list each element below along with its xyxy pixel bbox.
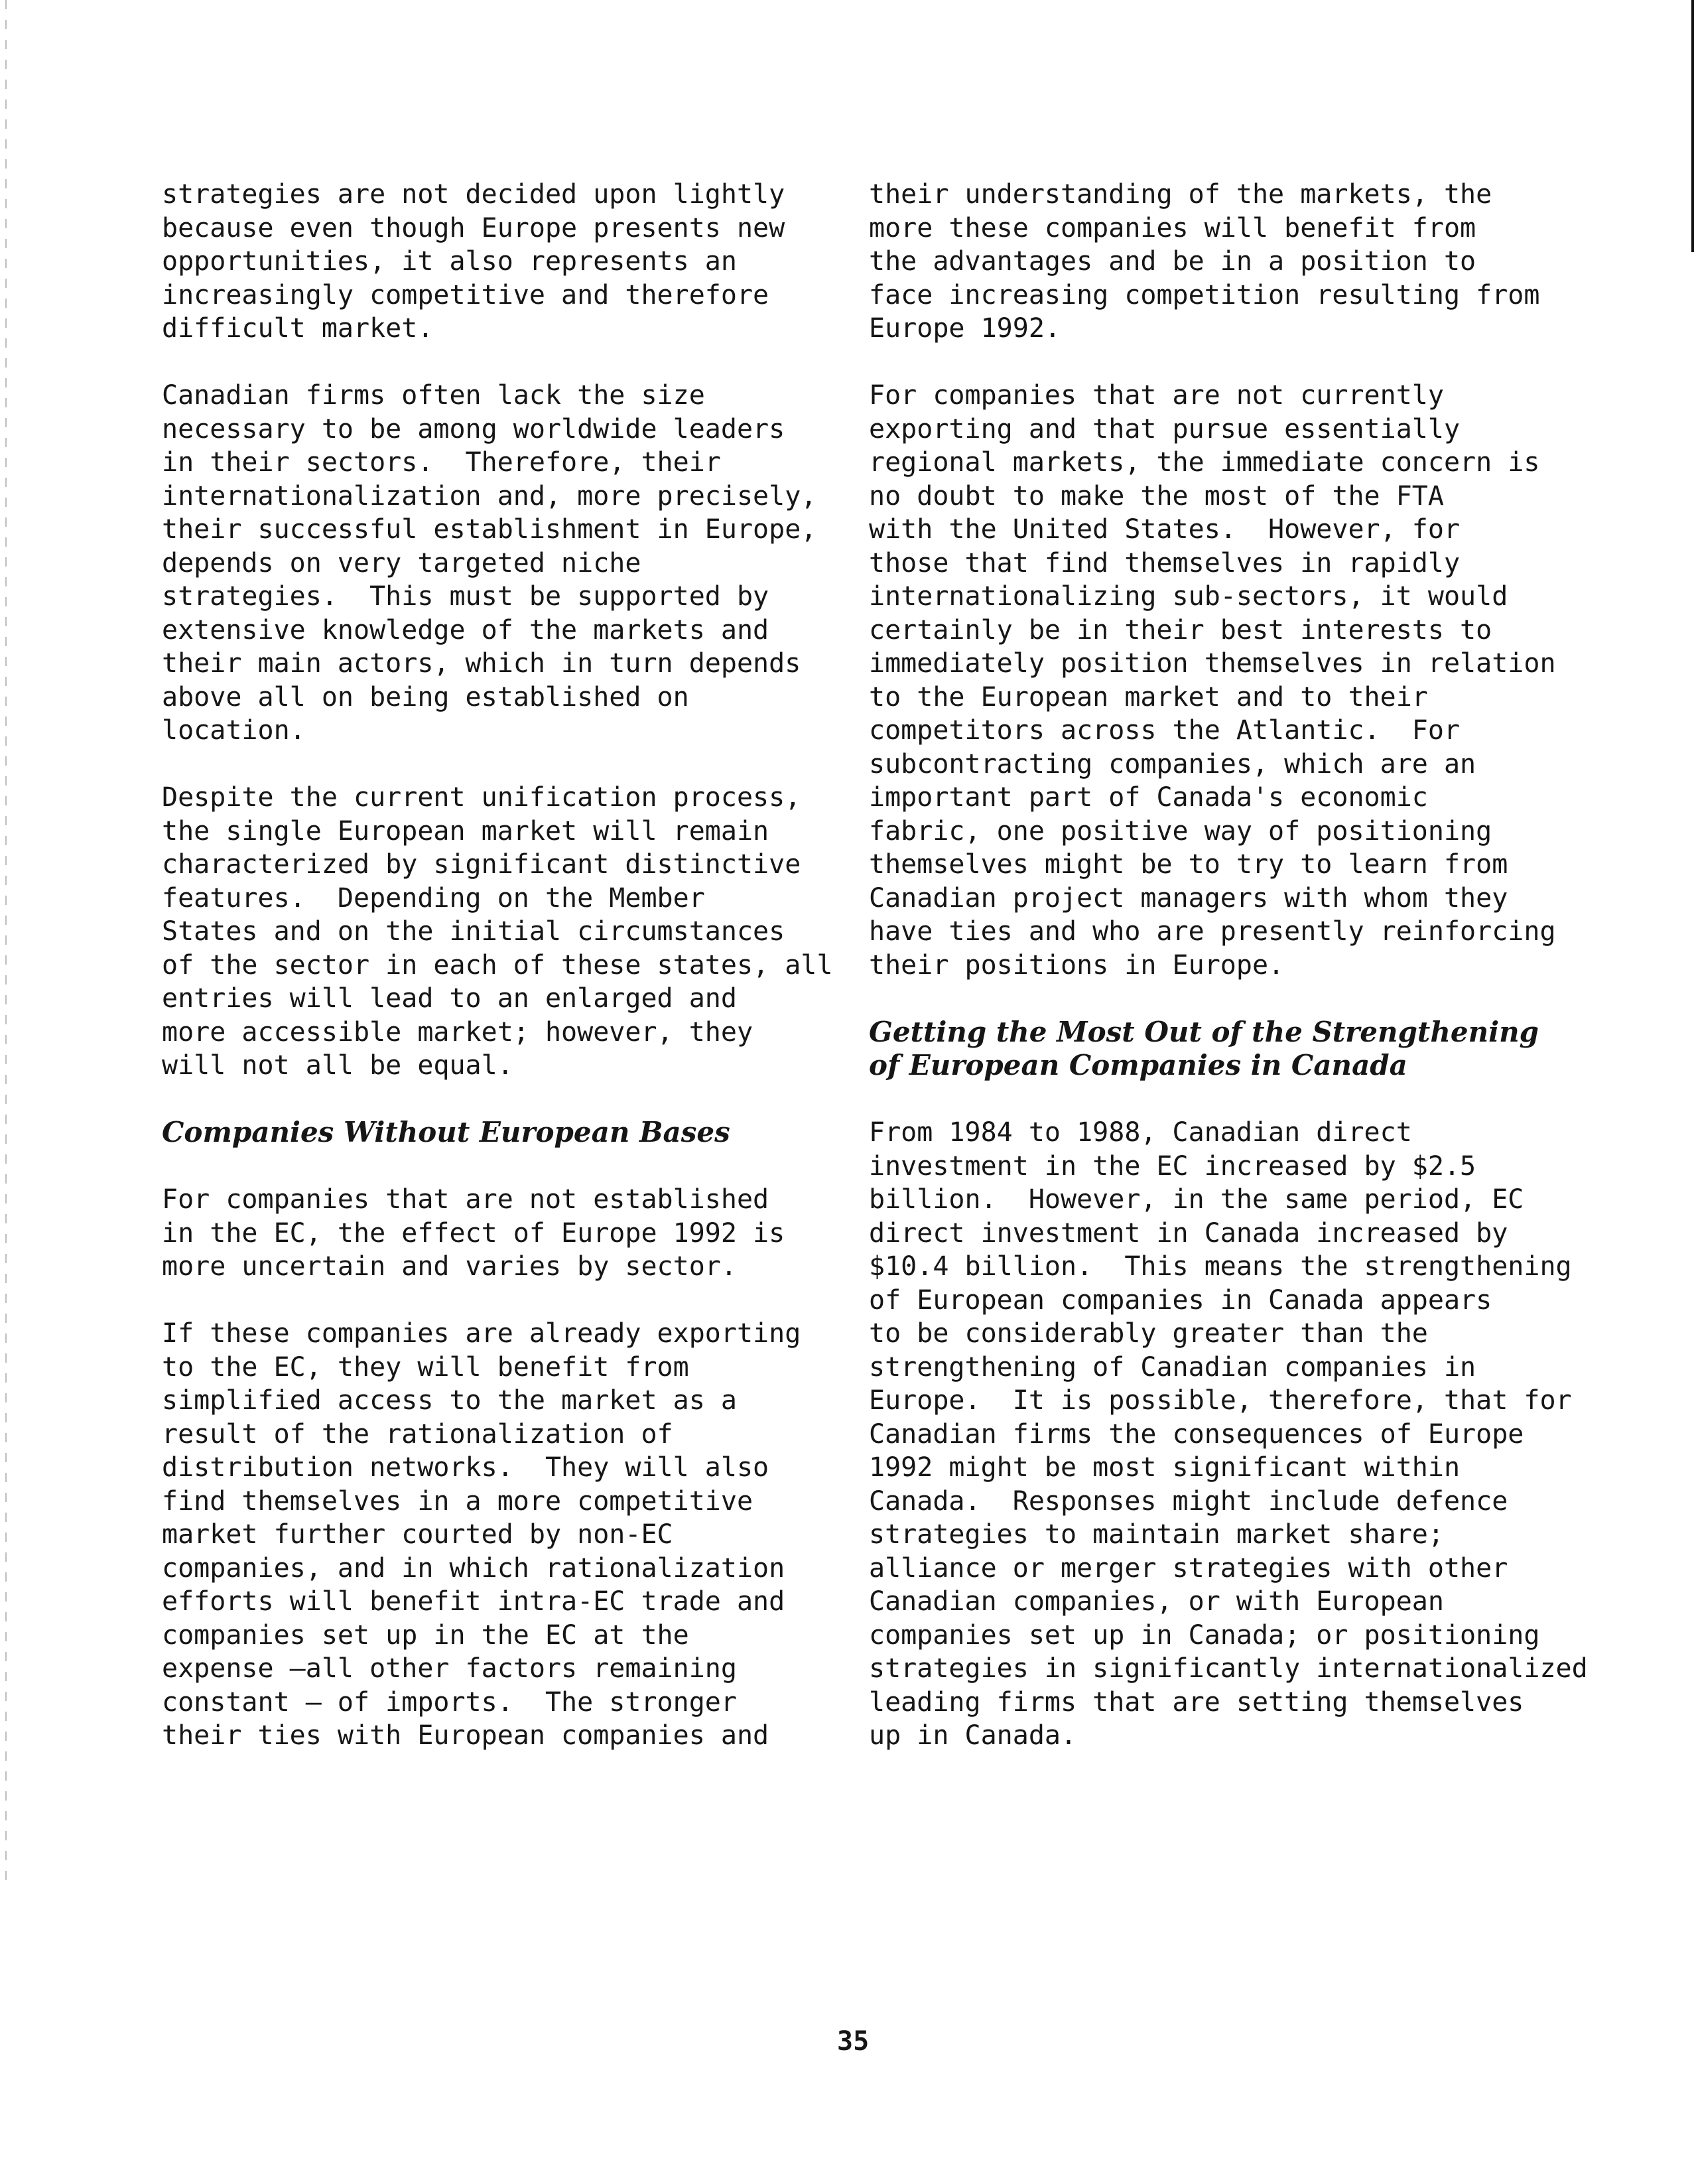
text-line: with the United States. However, for	[869, 514, 1461, 545]
text-line: strategies to maintain market share;	[869, 1519, 1444, 1550]
scan-right-edge	[1691, 0, 1694, 252]
text-line: Europe 1992.	[869, 313, 1061, 344]
text-line: have ties and who are presently reinforcing	[869, 916, 1556, 947]
text-line: necessary to be among worldwide leaders	[162, 413, 785, 444]
text-line: will not all be equal.	[162, 1050, 513, 1081]
text-line: Canadian companies, or with European	[869, 1586, 1444, 1617]
text-line: market further courted by non-EC	[162, 1519, 673, 1550]
paragraph-strategies	[162, 178, 825, 346]
text-line: their main actors, which in turn depends	[162, 648, 801, 679]
text-line: certainly be in their best interests to	[869, 614, 1492, 646]
text-line: Canada. Responses might include defence	[869, 1485, 1508, 1517]
scan-left-edge	[5, 0, 7, 1891]
text-line: alliance or merger strategies with other	[869, 1552, 1508, 1584]
text-line: more these companies will benefit from	[869, 212, 1476, 243]
text-line: more uncertain and varies by sector.	[162, 1251, 737, 1282]
text-line: constant — of imports. The stronger	[162, 1686, 737, 1718]
text-line: increasingly competitive and therefore	[162, 279, 769, 310]
text-line: characterized by significant distinctive	[162, 849, 801, 880]
left-column	[162, 178, 833, 1786]
text-line: difficult market.	[162, 313, 434, 344]
text-line: efforts will benefit intra-EC trade and	[162, 1586, 785, 1617]
heading-line: Getting the Most Out of the Strengthening	[869, 1015, 1539, 1048]
text-line: important part of Canada's economic	[869, 782, 1428, 813]
text-line: the advantages and be in a position to	[869, 246, 1476, 277]
text-line: strategies are not decided upon lightly	[162, 179, 785, 210]
text-line: themselves might be to try to learn from	[869, 849, 1508, 880]
text-line: Canadian firms often lack the size	[162, 380, 705, 411]
text-line: more accessible market; however, they	[162, 1016, 753, 1048]
text-line: location.	[162, 715, 306, 746]
text-line: strategies in significantly internationalized	[869, 1653, 1588, 1684]
text-line: their ties with European companies and	[162, 1720, 769, 1751]
text-line: immediately position themselves in relation	[869, 648, 1556, 679]
paragraph-exporting	[162, 1317, 825, 1753]
text-line: For companies that are not established	[162, 1184, 769, 1215]
text-line: companies set up in the EC at the	[162, 1619, 689, 1651]
text-line: to the EC, they will benefit from	[162, 1351, 689, 1383]
text-line: companies set up in Canada; or positioning	[869, 1619, 1540, 1651]
text-line: internationalizing sub-sectors, it would	[869, 581, 1508, 612]
text-line: above all on being established on	[162, 681, 689, 713]
text-line: no doubt to make the most of the FTA	[869, 480, 1444, 512]
text-line: distribution networks. They will also	[162, 1452, 769, 1483]
text-line: their positions in Europe.	[869, 949, 1285, 981]
text-line: in the EC, the effect of Europe 1992 is	[162, 1217, 785, 1249]
text-line: Europe. It is possible, therefore, that for	[869, 1385, 1572, 1416]
text-line: strengthening of Canadian companies in	[869, 1351, 1476, 1383]
text-line: 1992 might be most significant within	[869, 1452, 1461, 1483]
text-line: From 1984 to 1988, Canadian direct	[869, 1117, 1412, 1148]
section-heading-without-bases: Companies Without European Bases	[162, 1116, 730, 1148]
paragraph-not-established	[162, 1183, 825, 1284]
text-line: If these companies are already exporting	[162, 1318, 801, 1349]
text-line: investment in the EC increased by $2.5	[869, 1150, 1476, 1182]
text-line: to be considerably greater than the	[869, 1318, 1428, 1349]
text-line: subcontracting companies, which are an	[869, 748, 1476, 780]
text-line: expense —all other factors remaining	[162, 1653, 737, 1684]
text-line: result of the rationalization of	[162, 1418, 673, 1450]
paragraph-understanding	[869, 178, 1592, 346]
text-line: fabric, one positive way of positioning	[869, 815, 1492, 847]
text-line: their understanding of the markets, the	[869, 179, 1492, 210]
text-line: competitors across the Atlantic. For	[869, 715, 1461, 746]
text-line: of European companies in Canada appears	[869, 1284, 1492, 1316]
text-line: For companies that are not currently	[869, 380, 1444, 411]
text-line: opportunities, it also represents an	[162, 246, 737, 277]
text-line: of the sector in each of these states, all	[162, 949, 833, 981]
text-line: regional markets, the immediate concern is	[869, 447, 1540, 478]
text-line: exporting and that pursue essentially	[869, 413, 1461, 444]
section-heading-strengthening	[869, 1016, 1592, 1083]
text-line: because even though Europe presents new	[162, 212, 785, 243]
text-line: direct investment in Canada increased by	[869, 1217, 1508, 1249]
paragraph-canadian-firms	[162, 379, 825, 748]
text-line: entries will lead to an enlarged and	[162, 983, 737, 1014]
text-line: up in Canada.	[869, 1720, 1077, 1751]
text-line: extensive knowledge of the markets and	[162, 614, 769, 646]
paragraph-investment	[869, 1116, 1592, 1753]
text-line: features. Depending on the Member	[162, 882, 705, 914]
text-line: to the European market and to their	[869, 681, 1428, 713]
text-line: Canadian project managers with whom they	[869, 882, 1508, 914]
text-line: Despite the current unification process,	[162, 782, 801, 813]
text-line: companies, and in which rationalization	[162, 1552, 785, 1584]
text-line: States and on the initial circumstances	[162, 916, 785, 947]
text-line: simplified access to the market as a	[162, 1385, 737, 1416]
paragraph-not-exporting	[869, 379, 1592, 982]
text-line: leading firms that are setting themselves	[869, 1686, 1524, 1718]
text-line: those that find themselves in rapidly	[869, 547, 1461, 579]
heading-line: of European Companies in Canada	[869, 1049, 1407, 1081]
text-line: depends on very targeted niche	[162, 547, 641, 579]
text-line: billion. However, in the same period, EC	[869, 1184, 1524, 1215]
text-line: find themselves in a more competitive	[162, 1485, 753, 1517]
text-line: the single European market will remain	[162, 815, 769, 847]
right-column	[869, 178, 1592, 1786]
text-line: their successful establishment in Europe,	[162, 514, 817, 545]
page-number: 35	[837, 2026, 870, 2057]
text-line: in their sectors. Therefore, their	[162, 447, 721, 478]
paragraph-unification	[162, 781, 833, 1083]
text-line: face increasing competition resulting from	[869, 279, 1540, 310]
text-line: strategies. This must be supported by	[162, 581, 769, 612]
text-line: $10.4 billion. This means the strengthening	[869, 1251, 1572, 1282]
text-line: internationalization and, more precisely,	[162, 480, 817, 512]
text-line: Canadian firms the consequences of Europe	[869, 1418, 1524, 1450]
